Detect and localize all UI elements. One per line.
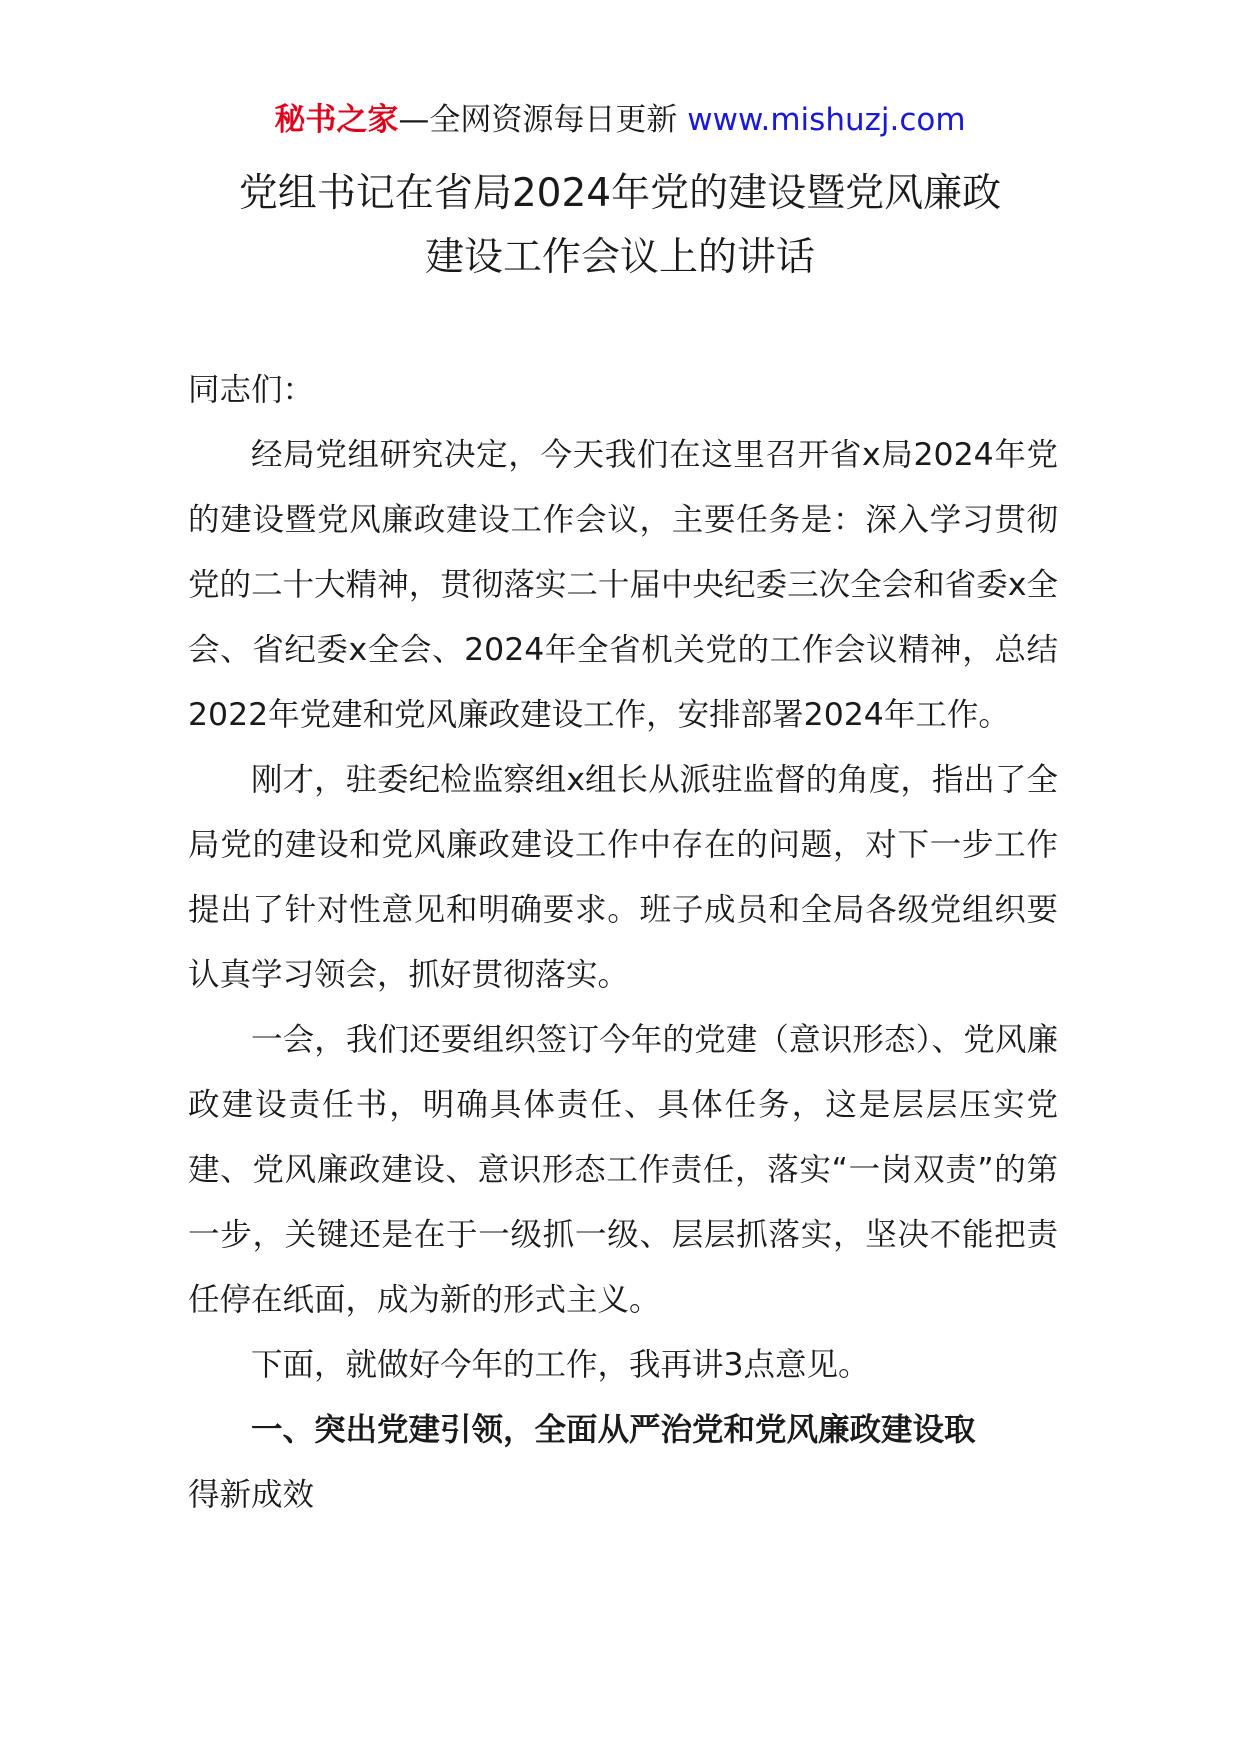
paragraph-3: 一会，我们还要组织签订今年的党建（意识形态）、党风廉政建设责任书，明确具体责任、具体任务，这是层层压实党建、党风廉政建设、意识形态工作责任，落实“一岗双责”的第一步，关键还是在于一级抓一级、层层抓落实，坚决不能把责任停在纸面，成为新的形式主义。	[188, 1022, 1058, 1318]
document-title	[150, 162, 1090, 290]
brand-name: 秘书之家	[274, 102, 399, 138]
paragraph-4: 下面，就做好今年的工作，我再讲3点意见。	[251, 1347, 870, 1383]
header-tagline: —全网资源每日更新	[398, 102, 678, 138]
section-heading	[188, 1398, 1058, 1463]
title-line-1: 党组书记在省局2024年党的建设暨党风廉政	[238, 171, 1002, 216]
salutation: 同志们：	[188, 372, 315, 408]
paragraph-1: 经局党组研究决定，今天我们在这里召开省x局2024年党的建设暨党风廉政建设工作会议，主要任务是：深入学习贯彻党的二十大精神，贯彻落实二十届中央纪委三次全会和省委x全会、省纪委x全会、2024年全省机关党的工作会议精神，总结2022年党建和党风廉政建设工作，安排部署2024年工作。	[188, 437, 1058, 733]
document-body	[188, 358, 1058, 1528]
title-line-2: 建设工作会议上的讲话	[424, 235, 815, 280]
site-header	[0, 100, 1240, 140]
section-heading-continuation: 得新成效	[188, 1477, 315, 1513]
paragraph-2: 刚才，驻委纪检监察组x组长从派驻监督的角度，指出了全局党的建设和党风廉政建设工作中存在的问题，对下一步工作提出了针对性意见和明确要求。班子成员和全局各级党组织要认真学习领会，抓好贯彻落实。	[188, 762, 1058, 993]
site-url[interactable]: www.mishuzj.com	[687, 102, 966, 138]
section-heading-text: 一、突出党建引领，全面从严治党和党风廉政建设取	[251, 1412, 976, 1448]
